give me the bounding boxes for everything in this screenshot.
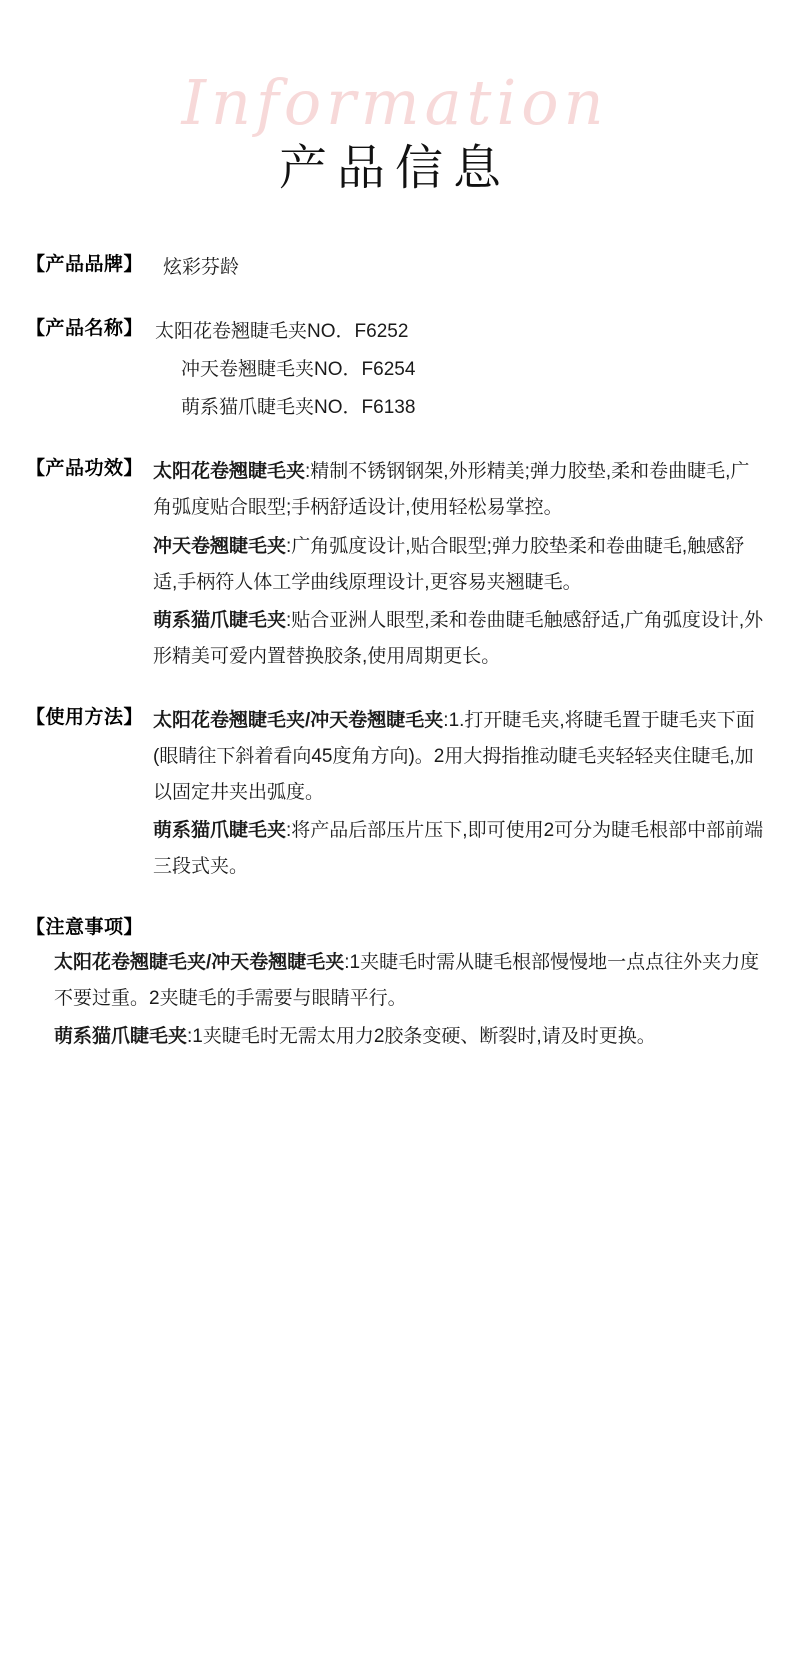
page-header (0, 0, 790, 250)
effect-item-2-text: :广角弧度设计,贴合眼型;弹力胶垫柔和卷曲睫毛,触感舒适,手柄符人体工学曲线原理设计,更容易夹翘睫毛。 (153, 535, 745, 593)
section-effects-body (143, 454, 764, 677)
notice-item-1-text: :1夹睫毛时需从睫毛根部慢慢地一点点往外夹力度不要过重。2夹睫毛的手需要与眼睛平行。 (54, 951, 760, 1009)
notice-item-1 (54, 945, 764, 1017)
section-effects-label: 【产品功效】 (26, 458, 144, 480)
effect-item-3-title: 萌系猫爪睫毛夹 (153, 609, 287, 631)
notice-item-2-title: 萌系猫爪睫毛夹 (54, 1026, 188, 1048)
section-product-names-body (143, 314, 764, 428)
decorative-script-word: Information (181, 66, 609, 139)
section-brand-label: 【产品品牌】 (26, 254, 144, 275)
product-name-3: 萌系猫爪睫毛夹NO．F6138 (181, 397, 416, 419)
section-notice-body (26, 945, 764, 1055)
product-name-2: 冲天卷翘睫毛夹NO．F6254 (181, 359, 416, 381)
usage-item-2 (153, 813, 764, 885)
effect-item-3-text: :贴合亚洲人眼型,柔和卷曲睫毛触感舒适,广角弧度设计,外形精美可爱内置替换胶条,使用周期更长。 (153, 609, 764, 667)
usage-item-2-title: 萌系猫爪睫毛夹 (153, 820, 287, 842)
product-name-1: 太阳花卷翘睫毛夹NO．F6252 (155, 321, 409, 343)
section-usage (26, 703, 764, 887)
section-notice (26, 913, 764, 1055)
usage-item-1 (153, 703, 764, 811)
usage-item-1-title: 太阳花卷翘睫毛夹/冲天卷翘睫毛夹 (153, 709, 444, 731)
notice-item-1-title: 太阳花卷翘睫毛夹/冲天卷翘睫毛夹 (54, 951, 345, 973)
section-product-names (26, 314, 764, 428)
usage-item-1-text: :1.打开睫毛夹,将睫毛置于睫毛夹下面(眼睛往下斜着看向45度角方向)。2用大拇指推动睫毛夹轻轻夹住睫毛,加以固定井夹出弧度。 (153, 709, 755, 804)
section-notice-label: 【注意事项】 (26, 917, 144, 939)
effect-item-1 (153, 454, 764, 526)
effect-item-2-title: 冲天卷翘睫毛夹 (153, 535, 287, 557)
effect-item-3 (153, 603, 764, 675)
section-product-names-label: 【产品名称】 (26, 318, 144, 340)
effect-item-1-text: :精制不锈钢钢架,外形精美;弹力胶垫,柔和卷曲睫毛,广角弧度贴合眼型;手柄舒适设计,使用轻松易掌控。 (153, 461, 750, 519)
effect-item-1-title: 太阳花卷翘睫毛夹 (153, 461, 306, 483)
page-title: 产品信息 (278, 142, 511, 195)
section-usage-body (143, 703, 764, 887)
effect-item-2 (153, 529, 764, 601)
section-brand (26, 250, 764, 288)
product-info-content (0, 250, 790, 1055)
notice-item-2-text: :1夹睫毛时无需太用力2胶条变硬、断裂时,请及时更换。 (187, 1026, 656, 1048)
section-usage-label: 【使用方法】 (26, 706, 144, 728)
brand-value: 炫彩芬龄 (163, 257, 240, 278)
section-effects (26, 454, 764, 677)
section-brand-body (143, 250, 764, 288)
usage-item-2-text: :将产品后部压片压下,即可使用2可分为睫毛根部中部前端三段式夹。 (153, 820, 764, 878)
notice-item-2 (54, 1019, 764, 1055)
